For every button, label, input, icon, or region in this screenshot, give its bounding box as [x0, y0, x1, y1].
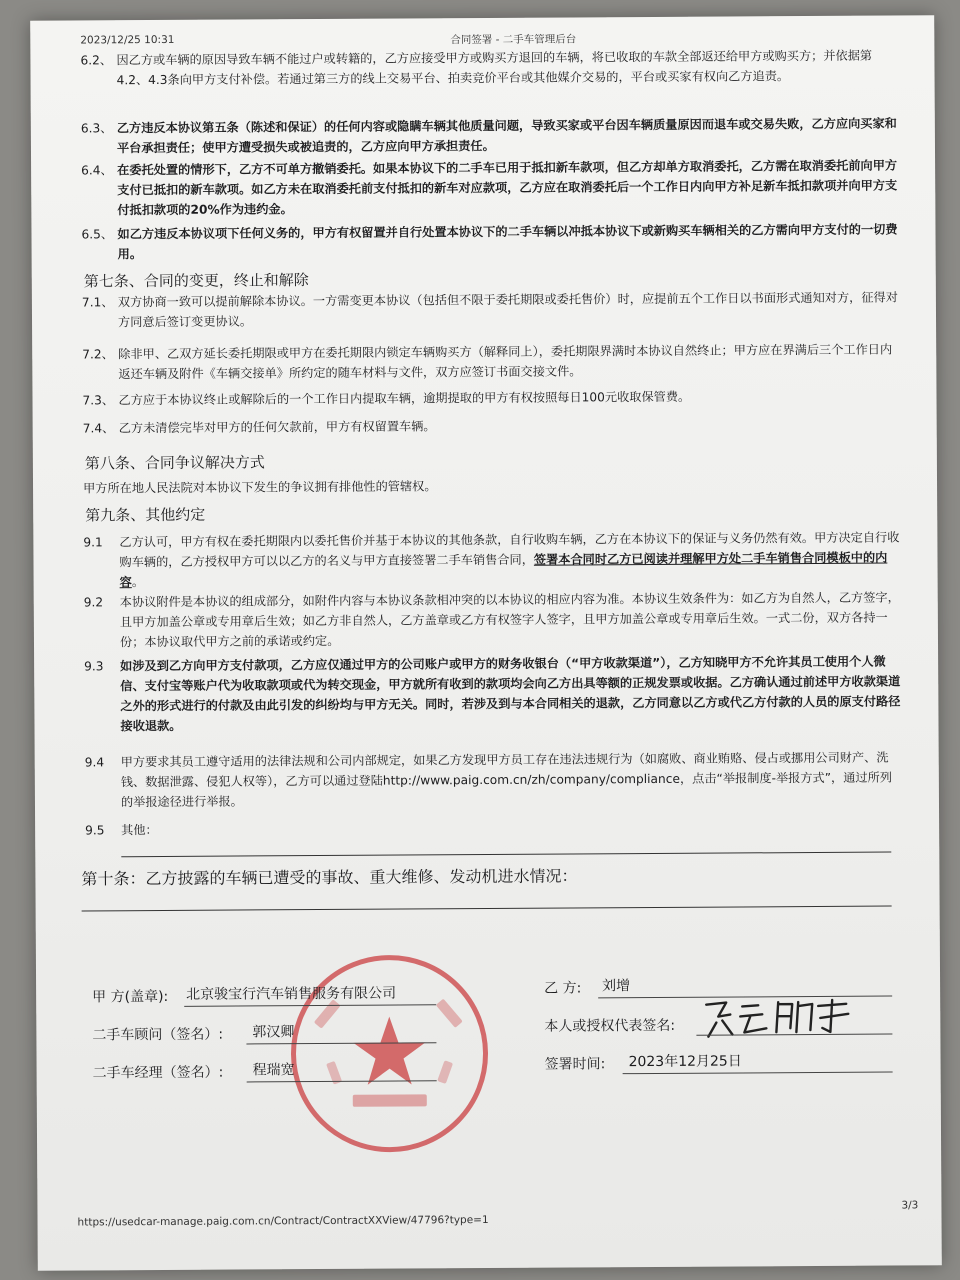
clause-9-2	[84, 587, 902, 652]
clause-number: 6.3、	[80, 121, 113, 136]
manager-value: 程瑞宽	[252, 1062, 295, 1079]
clause-text: 双方协商一致可以提前解除本协议。一方需变更本协议（包括但不限于委托期限或委托售价）时，应提前五个工作日以书面形式通知对方，征得对方同意后签订变更协议。	[117, 290, 898, 330]
clause-number: 9.5	[85, 823, 105, 838]
clause-text: 乙方应于本协议终止或解除后的一个工作日内提取车辆，逾期提取的甲方有权按照每日100元收取保管费。	[118, 389, 691, 408]
company-seal-icon	[284, 948, 495, 1159]
clause-7-4	[83, 413, 901, 438]
party-a-value: 北京骏宝行汽车销售服务有限公司	[186, 985, 397, 1003]
clause-7-2	[82, 339, 900, 384]
blank-line-9-5	[121, 852, 891, 858]
header-datetime: 2023/12/25 10:31	[80, 33, 175, 47]
section-7-title: 第七条、合同的变更，终止和解除	[83, 271, 309, 291]
clause-9-5	[85, 815, 903, 840]
clause-number: 9.2	[83, 595, 104, 610]
advisor-label: 二手车顾问（签名）:	[92, 1026, 224, 1044]
section-8-title: 第八条、合同争议解决方式	[84, 453, 265, 473]
clause-number: 6.4、	[81, 163, 113, 178]
footer-url: https://usedcar-manage.paig.com.cn/Contract/ContractXXView/47796?type=1	[77, 1213, 489, 1229]
clause-6-3	[81, 113, 899, 158]
advisor-value: 郭汉卿	[252, 1024, 295, 1041]
header-title: 合同签署 - 二手车管理后台	[450, 33, 577, 47]
clause-7-1	[82, 287, 900, 332]
clause-number: 6.5、	[81, 227, 114, 242]
clause-text: 因乙方或车辆的原因导致车辆不能过户或转籍的，乙方应接受甲方或购买方退回的车辆，将已收取的车款全部返还给甲方或购买方；并依据第4.2、4.3条向甲方支付补偿。若通过第三方的线上交易平台、拍卖竞价平台或其他媒介交易的，平台或买家有权向乙方追责。	[116, 48, 873, 88]
clause-number: 7.1、	[81, 295, 114, 310]
section-9-title: 第九条、其他约定	[85, 505, 206, 525]
party-b-label: 乙 方:	[544, 980, 582, 997]
clause-7-3	[82, 385, 900, 410]
date-value: 2023年12月25日	[628, 1053, 742, 1071]
manager-label: 二手车经理（签名）:	[92, 1064, 224, 1082]
clause-9-1	[83, 527, 901, 592]
clause-number: 7.4、	[82, 421, 115, 436]
clause-number: 9.1	[83, 535, 103, 550]
clause-text: 如涉及到乙方向甲方支付款项，乙方应仅通过甲方的公司账户或甲方的财务收银台（“甲方收款渠道”），乙方知晓甲方不允许其员工使用个人微信、支付宝等账户代为收取款项或代为转交现金，甲方就所有收到的款项均会向乙方出具等额的正规发票或收据。乙方确认通过前述甲方收款渠道之外的形式进行的付款及由此引发的纠纷均与甲方无关。同时，若涉及到与本合同相关的退款，乙方同意以乙方或代乙方付款的人员的原支付路径接收退款。	[120, 654, 901, 734]
page-number: 3/3	[901, 1199, 919, 1212]
clause-number: 9.4	[84, 755, 105, 770]
clause-text-end: 。	[131, 575, 145, 590]
contract-page	[30, 15, 942, 1270]
clause-emphasis: 签署本合同时乙方已阅读并理解甲方处二手车销售合同模板中的内容	[119, 550, 888, 590]
clause-9-4	[85, 747, 903, 812]
clause-text: 其他：	[121, 823, 158, 838]
clause-text: 乙方违反本协议第五条（陈述和保证）的任何内容或隐瞒车辆其他质量问题，导致买家或平台因车辆质量原因而退车或交易失败，乙方应向买家和平台承担责任；使甲方遭受损失或被追责的，乙方应向甲方承担责任。	[116, 116, 897, 156]
clause-text: 本协议附件是本协议的组成部分，如附件内容与本协议条款相冲突的以本协议的相应内容为准。本协议生效条件为：如乙方为自然人，乙方签字，且甲方加盖公章或专用章后生效；如乙方非自然人，乙方盖章或乙方有权签字人签字，且甲方加盖公章或专用章后生效。一式二份，双方各持一份；本协议取代甲方之前的承诺或约定。	[119, 590, 900, 650]
blank-line-10	[82, 906, 892, 912]
date-line	[623, 1072, 893, 1075]
clause-text: 如乙方违反本协议项下任何义务的，甲方有权留置并自行处置本协议下的二手车辆以冲抵本协议下或新购买车辆相关的乙方需向甲方支付的一切费用。	[117, 222, 898, 262]
clause-text: 甲方要求其员工遵守适用的法律法规和公司内部规定，如果乙方发现甲方员工存在违法违规行为（如腐败、商业贿赂、侵占或挪用公司财产、洗钱、数据泄露、侵犯人权等），乙方可以通过登陆http://www.paig.com.cn/zh/company/compliance，点击“举报制度-举报方式”，通过所列的举报途径进行举报。	[120, 750, 892, 810]
section-8-text	[83, 473, 901, 498]
section-10-title: 第十条：乙方披露的车辆已遭受的事故、重大维修、发动机进水情况：	[81, 866, 578, 889]
clause-text: 在委托处置的情形下，乙方不可单方撤销委托。如果本协议下的二手车已用于抵扣新车款项，但乙方却单方取消委托，乙方需在取消委托前向甲方支付已抵扣的新车款项。如乙方未在取消委托前支付抵扣的新车对应款项，乙方应在取消委托后一个工作日内向甲方补足新车抵扣款项并向甲方支付抵扣款项的20%作为违约金。	[117, 158, 898, 218]
clause-text: 甲方所在地人民法院对本协议下发生的争议拥有排他性的管辖权。	[83, 479, 437, 496]
clause-number: 9.3	[84, 659, 104, 674]
clause-number: 7.3、	[82, 393, 115, 408]
party-a-label: 甲 方(盖章):	[92, 988, 169, 1006]
clause-number: 6.2、	[80, 53, 113, 68]
clause-6-5	[81, 219, 899, 264]
clause-text: 乙方未清偿完毕对甲方的任何欠款前，甲方有权留置车辆。	[118, 419, 436, 436]
clause-text: 乙方认可，甲方有权在委托期限内以委托售价并基于本协议的其他条款，自行收购车辆，乙方在本协议下的保证与义务仍然有效。甲方决定自行收购车辆的，乙方授权甲方可以以乙方的名义与甲方直接签署二手车销售合同，	[119, 530, 900, 570]
date-label: 签署时间:	[544, 1056, 606, 1073]
party-b-value: 刘增	[602, 978, 631, 995]
rep-signature-label: 本人或授权代表签名:	[544, 1017, 676, 1035]
clause-6-4	[81, 155, 899, 220]
clause-6-2	[80, 45, 898, 90]
clause-number: 7.2、	[82, 347, 114, 362]
clause-9-3	[84, 651, 902, 736]
clause-text: 除非甲、乙双方延长委托期限或甲方在委托期限内锁定车辆购买方（解释同上），委托期限界满时本协议自然终止；甲方应在界满后三个工作日内返还车辆及附件《车辆交接单》所约定的随车材料与文件，双方应签订书面交接文件。	[118, 342, 893, 382]
